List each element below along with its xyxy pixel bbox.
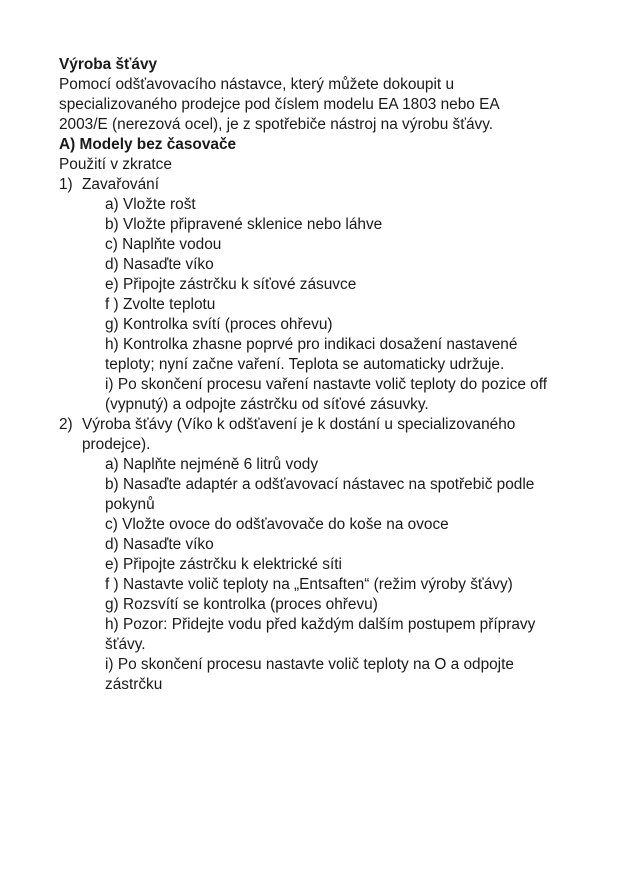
step-text: teploty; nyní začne vaření. Teplota se automaticky udržuje. [105,356,505,373]
step-text: f ) Zvolte teplotu [105,296,216,313]
step-item [105,655,579,695]
step-text: zástrčku [105,676,163,693]
step-item [105,335,579,375]
intro-paragraph [59,75,579,135]
step-text: g) Rozsvítí se kontrolka (proces ohřevu) [105,596,378,613]
step-text: f ) Nastavte volič teploty na „Entsaften“ (režim výroby šťávy) [105,576,513,593]
step-text: h) Kontrolka zhasne poprvé pro indikaci dosažení nastavené [105,336,518,353]
step-text: h) Pozor: Přidejte vodu před každým dalším postupem přípravy [105,616,536,633]
step-text: c) Naplňte vodou [105,236,222,253]
step-item [105,235,579,255]
step-text: e) Připojte zástrčku k elektrické síti [105,556,342,573]
step-item [105,295,579,315]
step-item [105,195,579,215]
intro-line: Pomocí odšťavovacího nástavce, který můžete dokoupit u [59,76,455,93]
list-item-title: Výroba šťávy (Víko k odšťavení je k dostání u specializovaného [82,416,516,433]
step-list [82,195,579,415]
step-item [105,375,579,415]
step-item [105,255,579,275]
step-list [82,455,579,695]
list-item [59,415,579,695]
step-item [105,315,579,335]
step-text: a) Naplňte nejméně 6 litrů vody [105,456,319,473]
step-text: c) Vložte ovoce do odšťavovače do koše na ovoce [105,516,449,533]
step-item [105,515,579,535]
instruction-list [59,175,579,695]
list-item [59,175,579,415]
step-item [105,535,579,555]
step-text: d) Nasaďte víko [105,536,214,553]
intro-line: specializovaného prodejce pod číslem modelu EA 1803 nebo EA [59,96,500,113]
step-item [105,555,579,575]
section-a-heading: A) Modely bez časovače [59,136,237,153]
step-text: (vypnutý) a odpojte zástrčku od síťové zásuvky. [105,396,429,413]
step-item [105,575,579,595]
step-text: b) Vložte připravené sklenice nebo láhve [105,216,383,233]
step-text: e) Připojte zástrčku k síťové zásuvce [105,276,357,293]
step-text: g) Kontrolka svítí (proces ohřevu) [105,316,333,333]
step-item [105,615,579,655]
step-text: b) Nasaďte adaptér a odšťavovací nástavec na spotřebič podle [105,476,535,493]
intro-line: 2003/E (nerezová ocel), je z spotřebiče nástroj na výrobu šťávy. [59,116,494,133]
document-title: Výroba šťávy [59,56,158,73]
list-item-title: Zavařování [82,176,159,193]
step-text: i) Po skončení procesu vaření nastavte volič teploty do pozice off [105,376,548,393]
step-text: d) Nasaďte víko [105,256,214,273]
step-item [105,595,579,615]
document-page [59,55,579,695]
step-item [105,275,579,295]
list-item-title: prodejce). [82,436,151,453]
usage-heading: Použití v zkratce [59,156,172,173]
step-text: a) Vložte rošt [105,196,196,213]
step-text: i) Po skončení procesu nastavte volič teploty na O a odpojte [105,656,514,673]
list-number: 2) [59,416,73,433]
step-item [105,215,579,235]
step-text: šťávy. [105,636,146,653]
step-item [105,455,579,475]
list-number: 1) [59,176,73,193]
step-text: pokynů [105,496,155,513]
step-item [105,475,579,515]
